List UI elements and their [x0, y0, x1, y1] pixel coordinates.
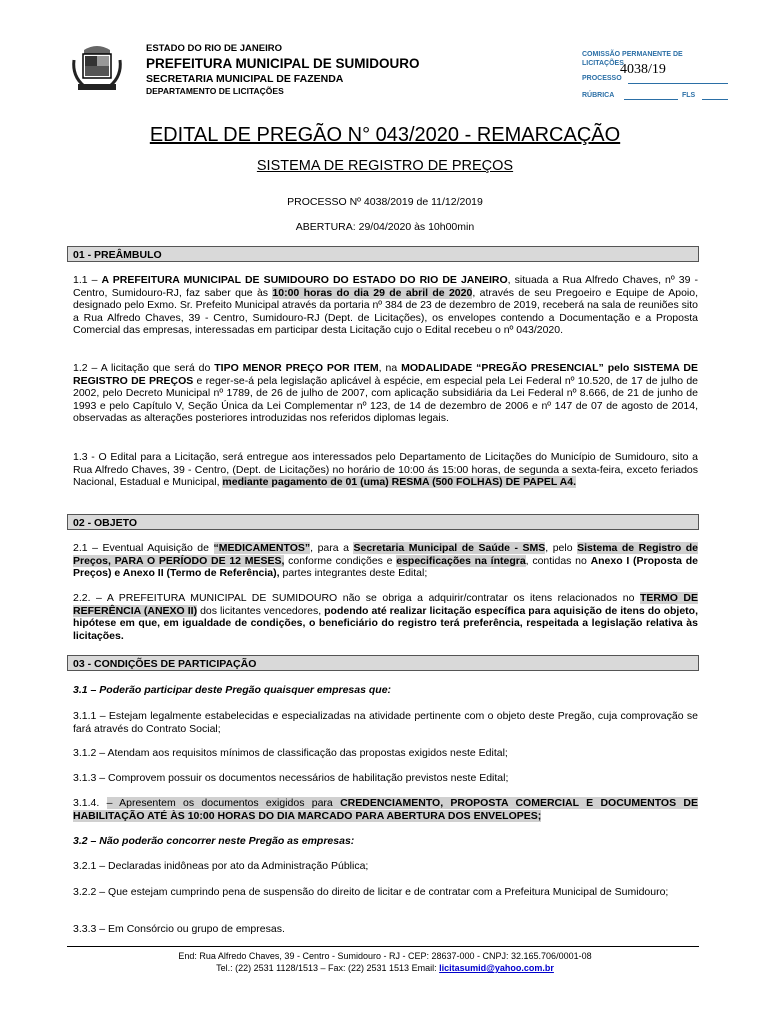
- section-header-preambulo: 01 - PREÂMBULO: [67, 246, 699, 262]
- p21-text: 2.1 – Eventual Aquisição de: [73, 542, 214, 554]
- paragraph-2-1: [73, 542, 698, 580]
- footer-phone: Tel.: (22) 2531 1128/1513 – Fax: (22) 2531 1513 Email:: [216, 963, 440, 973]
- p12-bold-type: TIPO MENOR PREÇO POR ITEM: [214, 362, 379, 374]
- coat-of-arms-logo: [70, 40, 124, 94]
- paragraph-1-1: [73, 274, 698, 337]
- paragraph-3-1-1: 3.1.1 – Estejam legalmente estabelecidas e especializadas na atividade pertinente com o objeto deste Pregão, cuja comprovação se fará através do Contrato Social;: [73, 710, 698, 735]
- rubrica-label: RÚBRICA: [582, 92, 615, 99]
- process-number: 4038/19: [620, 62, 666, 77]
- p22-highlight-term: TERMO DE REFERÊNCIA (ANEXO II): [73, 592, 698, 617]
- departamento-name: DEPARTAMENTO DE LICITAÇÕES: [146, 86, 284, 96]
- paragraph-2-2: [73, 592, 698, 642]
- paragraph-3-2-2: 3.2.2 – Que estejam cumprindo pena de suspensão do direito de licitar e de contratar com a Prefeitura Municipal de Sumidouro;: [73, 886, 669, 898]
- process-underline: [628, 83, 728, 84]
- document-subtitle: SISTEMA DE REGISTRO DE PREÇOS: [256, 158, 514, 174]
- p12-text: 1.2 – A licitação que será do: [73, 362, 215, 374]
- p21-text-2: , para a: [310, 542, 354, 554]
- process-line: PROCESSO Nº 4038/2019 de 11/12/2019: [287, 196, 483, 208]
- footer-rule: [67, 946, 699, 947]
- p21-highlight-secretaria: Secretaria Municipal de Saúde - SMS: [353, 542, 546, 554]
- p12-text-2: , na: [378, 362, 402, 374]
- p21-highlight-system: Sistema de Registro de Preços, PARA O PERÍODO DE 12 MESES,: [73, 542, 699, 567]
- document-title: EDITAL DE PREGÃO N° 043/2020 - REMARCAÇÃO: [149, 124, 621, 146]
- commission-line-2: LICITAÇÕES: [582, 60, 624, 67]
- paragraph-1-2: [73, 362, 698, 425]
- section-header-condicoes: 03 - CONDIÇÕES DE PARTICIPAÇÃO: [67, 655, 699, 671]
- p22-bold-text: podendo até realizar licitação específica para aquisição de itens do objeto, hipótese em que, em igualdade de condições, o beneficiário do registro terá preferência, respeitada a legislação relativa às licitações.: [73, 604, 698, 642]
- p11-bold: A PREFEITURA MUNICIPAL DE SUMIDOURO DO ESTADO DO RIO DE JANEIRO: [101, 274, 508, 286]
- p21-text-6: partes integrantes deste Edital;: [279, 567, 428, 580]
- paragraph-3-1-2: 3.1.2 – Atendam aos requisitos mínimos de classificação das propostas exigidos neste Edital;: [73, 747, 508, 759]
- paragraph-3-1-3: 3.1.3 – Comprovem possuir os documentos necessários de habilitação previstos neste Edital;: [73, 772, 509, 784]
- p21-text-3: , pelo: [545, 542, 578, 554]
- p11-text-2: , situada a Rua Alfredo Chaves, nº 39 - Centro, Sumidouro-RJ, faz saber que às: [73, 274, 698, 299]
- paragraph-3-1: 3.1 – Poderão participar deste Pregão quaisquer empresas que:: [73, 684, 392, 696]
- p21-bold-annex: Anexo I (Proposta de Preços) e Anexo II (Termo de Referência),: [73, 554, 699, 580]
- p11-text-3: , através de seu Pregoeiro e Equipe de Apoio, designado pelo Exmo. Sr. Prefeito Municipal através da portaria nº 384 de 23 de dezembro de 2019, receberá na sala de reuniões sito a Rua Alfredo Chaves, 39 - Centro, Sumidouro-RJ (Dept. de Licitações), os envelopes contendo a Documentação e a Proposta Comercial das empresas, interessadas em participar desta Licitação cujo o Edital recebeu o nº 043/2020.: [73, 286, 698, 337]
- paragraph-1-3: [73, 451, 698, 489]
- rubrica-underline: [624, 99, 678, 100]
- commission-line-1: COMISSÃO PERMANENTE DE: [582, 51, 683, 58]
- secretaria-name: SECRETARIA MUNICIPAL DE FAZENDA: [146, 73, 344, 85]
- p314-highlight-text: – Apresentem os documentos exigidos para: [106, 797, 341, 809]
- header-institution: [146, 43, 420, 96]
- p22-text: 2.2. – A PREFEITURA MUNICIPAL DE SUMIDOURO não se obriga a adquirir/contratar os itens relacionados no: [73, 592, 640, 604]
- p21-text-5: , contidas no: [525, 554, 591, 567]
- state-name: ESTADO DO RIO DE JANEIRO: [146, 43, 283, 54]
- paragraph-3-2-1: 3.2.1 – Declaradas inidôneas por ato da Administração Pública;: [73, 860, 369, 872]
- p21-highlight-specs: especificações na íntegra: [396, 554, 526, 567]
- opening-line: ABERTURA: 29/04/2020 às 10h00min: [295, 221, 475, 233]
- commission-stamp: [582, 50, 732, 99]
- p12-text-3: e reger-se-á pela legislação aplicável à espécie, em especial pela Lei Federal nº 10.520, de 17 de julho de 2002, pelo Decreto Municipal nº 1789, de 26 de julho de 2007, com aplicação subsidiária da Lei Federal nº 8.666, de 21 de junho de 1993 e pelo Capítulo V, Seção Única da Lei Complementar nº 123, de 14 de dezembro de 2006 e nº 147 de 07 de agosto de 2014, observadas as alterações posteriores introduzidas nos referidos diplomas legais.: [73, 374, 698, 425]
- footer-email-link[interactable]: licitasumid@yahoo.com.br: [439, 963, 554, 973]
- p12-bold-modality: MODALIDADE “PREGÃO PRESENCIAL” pelo SISTEMA DE REGISTRO DE PREÇOS: [73, 362, 698, 387]
- fls-label: FLS: [682, 92, 696, 99]
- fls-underline: [702, 99, 728, 100]
- p21-highlight-item: “MEDICAMENTOS”: [213, 542, 311, 554]
- p11-text: 1.1 –: [73, 274, 102, 286]
- footer-contact: [0, 962, 770, 974]
- p13-highlight-payment: mediante pagamento de 01 (uma) RESMA (500 FOLHAS) DE PAPEL A4.: [222, 476, 576, 489]
- paragraph-3-1-4: [73, 797, 698, 822]
- footer-address: End: Rua Alfredo Chaves, 39 - Centro - Sumidouro - RJ - CEP: 28637-000 - CNPJ: 32.165.706/0001-08: [178, 951, 592, 961]
- p11-highlight-date: 10:00 horas do dia 29 de abril de 2020: [272, 286, 473, 299]
- p21-text-4: conforme condições e: [284, 554, 397, 567]
- p314-highlight-bold: CREDENCIAMENTO, PROPOSTA COMERCIAL E DOCUMENTOS DE HABILITAÇÃO ATÉ ÀS 10:00 HORAS DO DIA MARCADO PARA ABERTURA DOS ENVELOPES;: [73, 797, 698, 822]
- p22-text-2: dos licitantes vencedores,: [197, 604, 325, 617]
- prefeitura-name: PREFEITURA MUNICIPAL DE SUMIDOURO: [146, 56, 420, 71]
- section-header-objeto: 02 - OBJETO: [67, 514, 699, 530]
- paragraph-3-2: 3.2 – Não poderão concorrer neste Pregão as empresas:: [73, 835, 355, 847]
- p314-text: 3.1.4.: [73, 797, 107, 809]
- paragraph-3-3-3: 3.3.3 – Em Consórcio ou grupo de empresas.: [73, 923, 285, 935]
- process-label: PROCESSO: [582, 75, 622, 82]
- p13-text: 1.3 - O Edital para a Licitação, será entregue aos interessados pelo Departamento de Licitações do Município de Sumidouro, sito a Rua Alfredo Chaves, 39 - Centro, (Dept. de Licitações) no horário de 10:00 ás 15:00 horas, de segunda a sexta-feira, exceto feriados Nacional, Estadual e Municipal,: [73, 451, 698, 489]
